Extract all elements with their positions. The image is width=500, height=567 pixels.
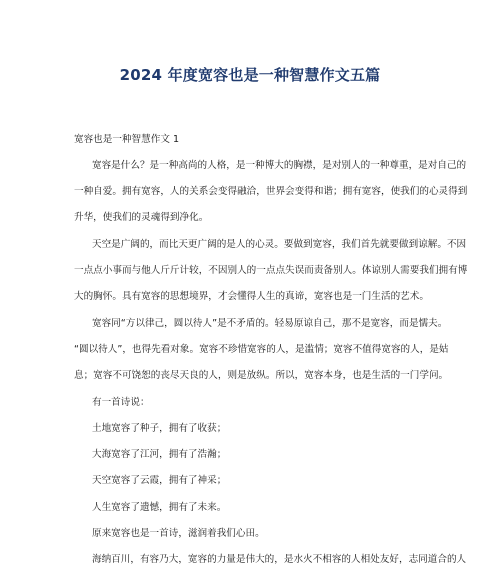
paragraph-line: 宽容是什么？是一种高尚的人格，是一种博大的胸襟，是对别人的一种尊重，是对自己的 [92, 160, 467, 171]
paragraph-line: 升华，使我们的灵魂得到净化。 [74, 212, 209, 223]
paragraph-line: 原来宽容也是一首诗，滋润着我们心田。 [92, 528, 265, 539]
paragraph-line: 一点点小事而与他人斤斤计较，不因别人的一点点失误而责备别人。体谅别人需要我们拥有博 [74, 265, 468, 276]
section-heading: 宽容也是一种智慧作文 1 [74, 134, 180, 145]
poem-line: 天空宽容了云霞，拥有了神采； [92, 475, 227, 486]
document-title: 2024 年度宽容也是一种智慧作文五篇 [119, 66, 381, 84]
paragraph-line: 息；宽容不可饶恕的丧尽天良的人，则是放纵。所以，宽容本身，也是生活的一门学问。 [74, 370, 449, 381]
poem-line: 土地宽容了种子，拥有了收获； [92, 423, 227, 434]
paragraph-line: 大的胸怀。具有宽容的思想境界，才会懂得人生的真谛，宽容也是一门生活的艺术。 [74, 291, 429, 302]
paragraph-line: 天空是广阔的，而比天更广阔的是人的心灵。要做到宽容，我们首先就要做到谅解。不因 [92, 239, 467, 250]
poem-line: 大海宽容了江河，拥有了浩瀚； [92, 449, 227, 460]
poem-line: 人生宽容了遗憾，拥有了未来。 [92, 502, 227, 513]
paragraph-line: 一种自爱。拥有宽容，人的关系会变得融洽，世界会变得和谐；拥有宽容，使我们的心灵得到 [74, 186, 468, 197]
paragraph-line: “圆以待人”，也得先看对象。宽容不珍惜宽容的人，是滥情；宽容不值得宽容的人，是姑 [74, 344, 449, 355]
paragraph-line: 海纳百川，有容乃大，宽容的力量是伟大的，是水火不相容的人相处友好，志同道合的人 [92, 554, 467, 565]
paragraph-line: 宽容同“方以律己，圆以待人”是不矛盾的。轻易原谅自己，那不是宽容，而是懦夫。 [92, 318, 448, 329]
paragraph-line: 有一首诗说： [92, 397, 150, 408]
